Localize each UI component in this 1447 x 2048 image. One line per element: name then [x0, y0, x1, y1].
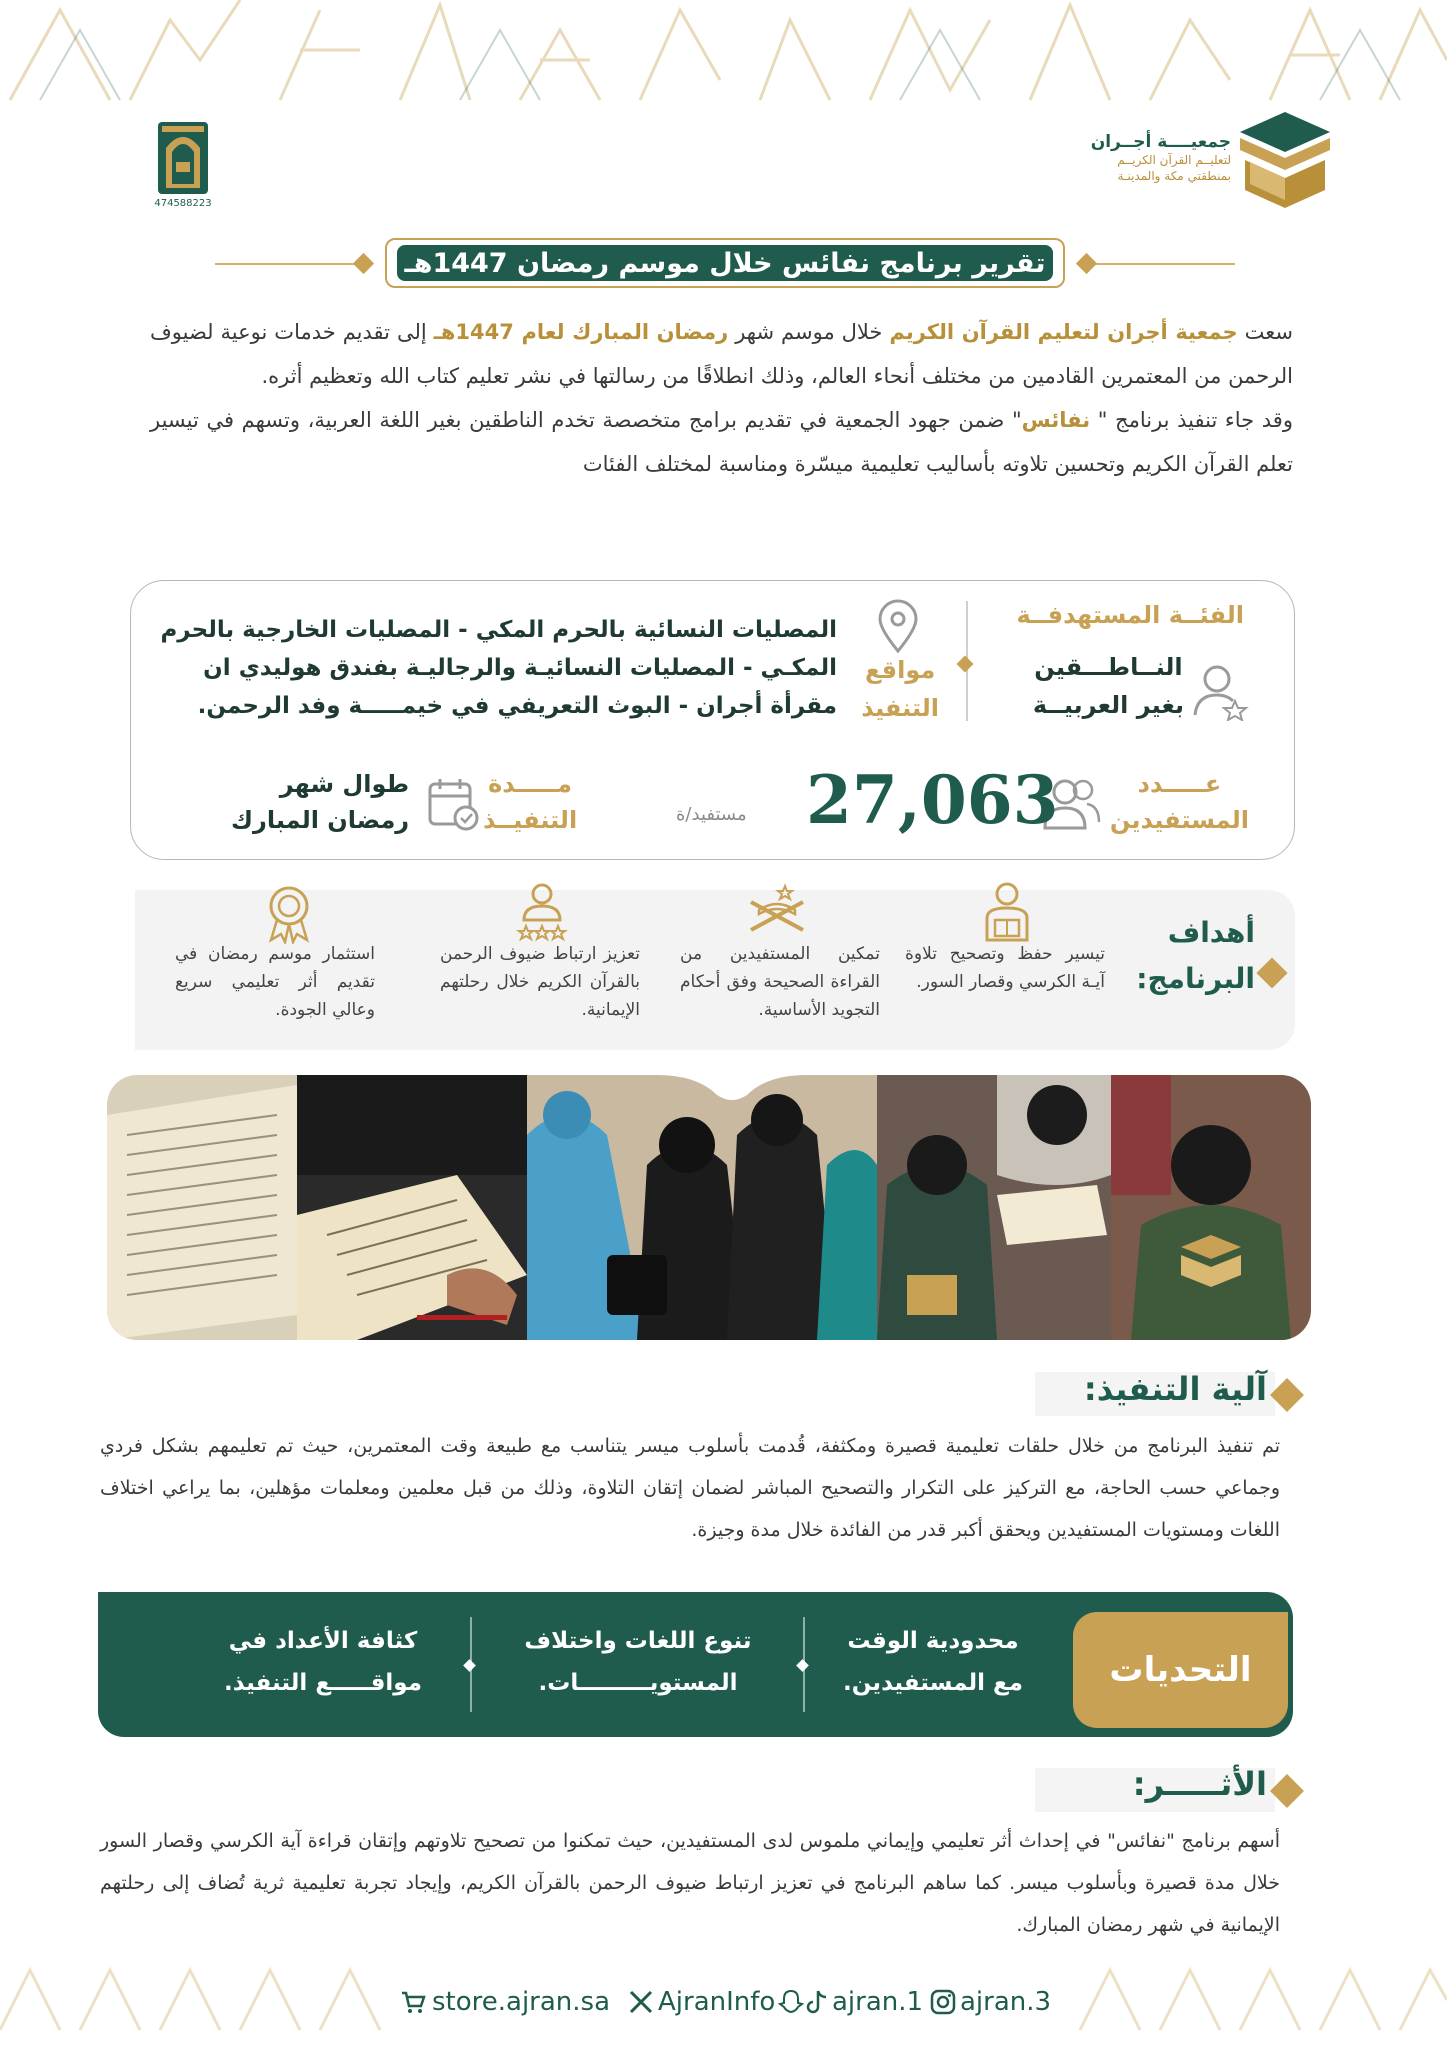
title-banner [215, 238, 1235, 288]
quality-badge-icon [257, 880, 321, 944]
photo-quran-pages [107, 1075, 297, 1340]
goal-item: تيسير حفظ وتصحيح تلاوة آيـة الكرسي وقصار السور. [905, 944, 1105, 992]
challenges-label: التحديات [1073, 1612, 1288, 1728]
intro-text [150, 310, 1293, 486]
intro-p2-pre: وقد جاء تنفيذ برنامج " [1090, 408, 1293, 432]
title-line-left [215, 263, 360, 265]
title-line-right [1090, 263, 1235, 265]
beneficiaries-label-2: المستفيدين [1109, 806, 1249, 834]
intro-program-name: نفائس [1021, 408, 1091, 432]
photo-women-group [527, 1075, 877, 1340]
beneficiaries-unit: مستفيد/ة [676, 804, 747, 825]
title-diamond-left [353, 253, 374, 274]
card-diamond [957, 656, 974, 673]
person-stars-icon [510, 880, 574, 944]
quran-stand-icon [745, 880, 809, 944]
ajran-logo [1055, 110, 1335, 220]
impact-text: أسهم برنامج "نفائس" في إحداث أثر تعليمي وإيماني ملموس لدى المستفيدين، حيث تمكنوا من تصحيح تلاوتهم وإتقان قراءة آية الكرسي وقصار السور خلال مدة قصيرة وبأسلوب ميسر. كما ساهم البرنامج في تعزيز ارتباط ضيوف الرحمن بالقرآن الكريم، وإيجاد تجربة تعليمية ثرية تُضاف إلى رحلتهم الإيمانية في شهر رمضان المبارك. [100, 1830, 1280, 1936]
instagram-link[interactable]: ajran.3 [960, 1987, 1052, 2017]
duration-label-2: التنفيــذ [483, 806, 578, 834]
duration-label [483, 766, 577, 838]
tiktok-icon [804, 1989, 830, 2015]
challenge-2-line-1: تنوع اللغات واختلاف [524, 1628, 752, 1654]
photo-teaching-session [877, 1075, 1111, 1340]
intro-paragraph-1 [150, 310, 1293, 398]
challenge-item [808, 1620, 1058, 1704]
x-handle-link[interactable]: AjranInfo [658, 1987, 776, 2017]
org-subtitle-2: بمنطقتي مكة والمدينـة [1117, 169, 1231, 183]
challenge-2-line-2: المستويـــــــــات. [538, 1670, 738, 1696]
duration-line-1: طوال شهر [279, 770, 410, 798]
kaaba-book-icon [1235, 110, 1335, 210]
photo-volunteer-vest [1111, 1075, 1311, 1340]
challenge-item [188, 1620, 458, 1704]
target-label: الفئــة المستهدفــة [1016, 601, 1244, 629]
locations-label-1: مواقع [864, 656, 936, 684]
intro-p1-post: إلى تقديم خدمات نوعية لضيوف الرحمن من المعتمرين القادمين من مختلف أنحاء العالم، وذلك انطلاقًا من رسالتها في نشر تعليم كتاب الله وتعظيم أثره. [150, 320, 1293, 388]
goal-item: تعزيز ارتباط ضيوف الرحمن بالقرآن الكريم خلال رحلتهم الإيمانية. [440, 944, 640, 1020]
snapchat-icon [778, 1989, 804, 2015]
mechanism-title: آلية التنفيذ: [1083, 1370, 1267, 1408]
goal-item: استثمار موسم رمضان في تقديم أثر تعليمي سريع وعالي الجودة. [175, 944, 375, 1020]
impact-diamond [1270, 1774, 1304, 1808]
goals-title [1136, 910, 1255, 1002]
ministry-number: 474588223 [154, 198, 212, 209]
intro-p1-pre: سعت [1237, 320, 1294, 344]
photo-strip [107, 1075, 1311, 1340]
challenge-1-line-1: محدودية الوقت [847, 1628, 1019, 1654]
challenge-dot [463, 1659, 476, 1672]
store-link[interactable]: store.ajran.sa [432, 1987, 611, 2017]
footer-links [400, 1980, 1100, 2024]
ministry-emblem-icon [148, 118, 218, 198]
tiktok-snap-link[interactable]: ajran.1 [832, 1987, 924, 2017]
intro-season: رمضان المبارك لعام 1447هـ [433, 320, 729, 344]
challenge-1-line-2: مع المستفيدين. [843, 1670, 1023, 1696]
target-line-1: النــاطـــقين [1034, 653, 1183, 681]
intro-p1-mid: خلال موسم شهر [728, 320, 890, 344]
page-title: تقرير برنامج نفائس خلال موسم رمضان 1447هـ [397, 245, 1053, 281]
goals-title-1: أهداف [1167, 916, 1255, 949]
goal-item: تمكين المستفيدين من القراءة الصحيحة وفق أحكام التجويد الأساسية. [680, 944, 880, 1020]
beneficiaries-label [1110, 766, 1249, 838]
challenge-item [488, 1620, 788, 1704]
mechanism-diamond [1270, 1378, 1304, 1412]
org-name: جمعيــــة أجــران [1090, 132, 1231, 152]
beneficiaries-count: 27,063 [806, 761, 1059, 839]
challenge-3-line-2: مواقـــــع التنفيذ. [224, 1670, 422, 1696]
target-value [1033, 648, 1184, 724]
goals-section [135, 880, 1295, 1055]
intro-paragraph-2 [150, 398, 1293, 486]
challenges-box [98, 1592, 1293, 1737]
impact-title: الأثـــــر: [1132, 1765, 1267, 1803]
locations-label-2: التنفيذ [861, 694, 939, 722]
ministry-logo [148, 118, 218, 213]
locations-text: المصليات النسائية بالحرم المكي - المصليات الخارجية بالحرم المكـي - المصليات النسائيـة والرجاليـة بفندق هوليدي ان مقرأة أجران - البوث التعريفي في خيمـــــة وفد الرحمن. [160, 617, 837, 719]
challenge-dot [796, 1659, 809, 1672]
info-card [130, 580, 1295, 860]
intro-org-name: جمعية أجران لتعليم القرآن الكريم [889, 320, 1238, 344]
user-star-icon [1191, 661, 1249, 721]
cart-icon [400, 1989, 426, 2015]
photo-hand-on-quran [297, 1075, 527, 1340]
instagram-icon [930, 1989, 956, 2015]
title-diamond-right [1076, 253, 1097, 274]
goals-title-2: البرنامج: [1136, 962, 1255, 995]
top-ornament [0, 0, 1447, 110]
photo-top-notch [657, 1075, 807, 1105]
duration-label-1: مـــــدة [488, 770, 573, 798]
challenge-3-line-1: كثافة الأعداد في [228, 1628, 418, 1654]
title-frame [385, 238, 1065, 288]
x-icon [628, 1989, 654, 2015]
org-subtitle-1: لتعليــم القرآن الكريــم [1117, 153, 1231, 167]
target-line-2: بغير العربيــة [1032, 691, 1184, 719]
beneficiaries-label-1: عـــــدد [1137, 770, 1222, 798]
locations-label [861, 651, 939, 727]
intro-p2-post: " ضمن جهود الجمعية في تقديم برامج متخصصة تخدم الناطقين بغير اللغة العربية، وتسهم في تيسير تعلم القرآن الكريم وتحسين تلاوته بأساليب تعليمية ميسّرة ومناسبة لمختلف الفئات [150, 408, 1293, 476]
calendar-check-icon [426, 776, 482, 832]
reader-book-icon [975, 880, 1039, 944]
duration-value [231, 766, 409, 838]
duration-line-2: رمضان المبارك [231, 806, 410, 834]
location-pin-icon [876, 599, 920, 655]
mechanism-text: تم تنفيذ البرنامج من خلال حلقات تعليمية قصيرة ومكثفة، قُدمت بأسلوب ميسر يتناسب مع طبيعة وقت المعتمرين، حيث تم تعليمهم بشكل فردي وجماعي حسب الحاجة، مع التركيز على التكرار والتصحيح المباشر لضمان إتقان التلاوة، وذلك من قبل معلمين ومعلمات مؤهلين، بما يراعي اختلاف اللغات ومستويات المستفيدين ويحقق أكبر قدر من الفائدة خلال مدة وجيزة. [100, 1435, 1280, 1541]
